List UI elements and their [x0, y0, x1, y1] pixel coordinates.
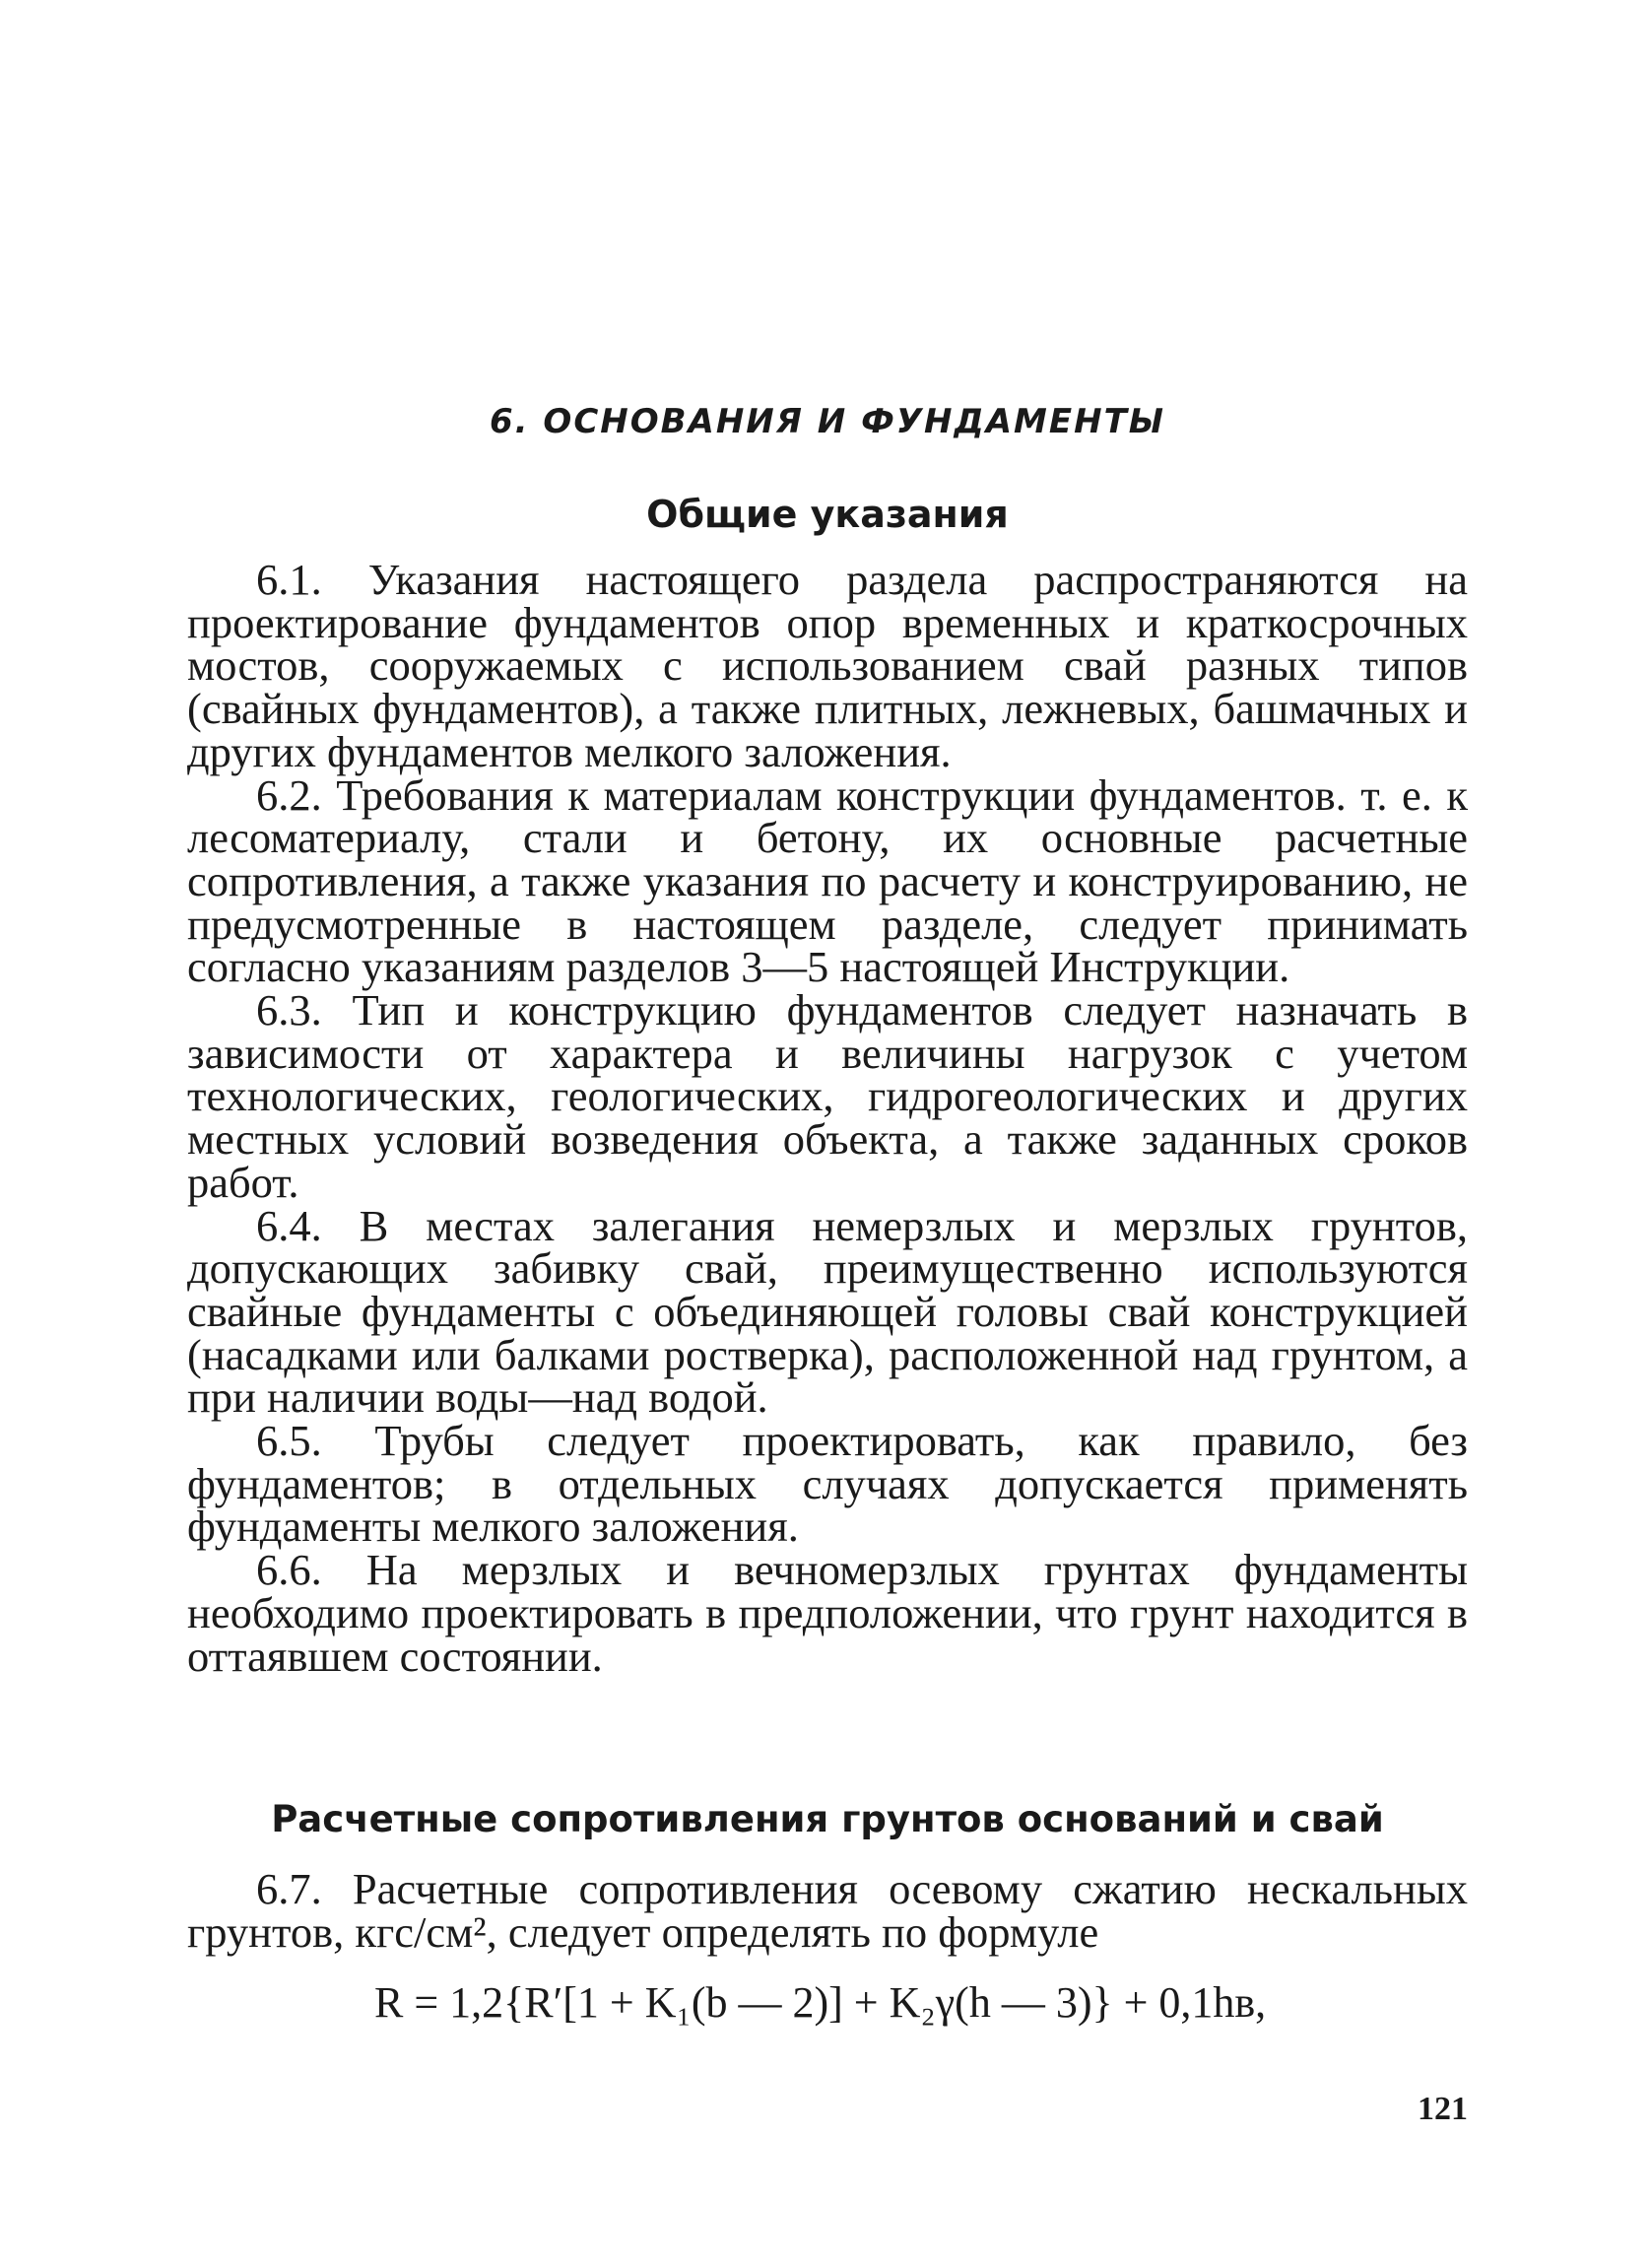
paragraph-6-5: 6.5. Трубы следует проектировать, как правило, без фундаментов; в отдельных случаях допускается применять фундаменты мелкого заложения.	[187, 1416, 1468, 1552]
paragraph-6-7: 6.7. Расчетные сопротивления осевому сжатию нескальных грунтов, кгс/см², следует определять по формуле	[187, 1864, 1468, 1957]
page-number: 121	[1418, 2091, 1468, 2127]
paragraph-6-4: 6.4. В местах залегания немерзлых и мерзлых грунтов, допускающих забивку свай, преимущественно используются свайные фундаменты с объединяющей головы свай конструкцией (насадками или балками ростверка), расположенной над грунтом, а при наличии воды—над водой.	[187, 1200, 1468, 1423]
section-body-general	[187, 555, 1468, 1681]
paragraph-6-1: 6.1. Указания настоящего раздела распространяются на проектирование фундаментов опор временных и краткосрочных мостов, сооружаемых с использованием свай разных типов (свайных фундаментов), а также плитных, лежневых, башмачных и других фундаментов мелкого заложения.	[187, 555, 1468, 776]
section-body-soil-resistance	[187, 1864, 1468, 1957]
formula-bearing-resistance: R = 1,2{R′[1 + K₁(b — 2)] + K₂γ(h — 3)} + 0,1hв,	[374, 1978, 1267, 2027]
chapter-title: 6. ОСНОВАНИЯ И ФУНДАМЕНТЫ	[490, 402, 1165, 441]
paragraph-6-2: 6.2. Требования к материалам конструкции фундаментов. т. е. к лесоматериалу, стали и бетону, их основные расчетные сопротивления, а также указания по расчету и конструированию, не предусмотренные в настоящем разделе, следует принимать согласно указаниям разделов 3—5 настоящей Инструкции.	[187, 769, 1468, 992]
section-heading-soil-resistance: Расчетные сопротивления грунтов оснований и свай	[271, 1798, 1384, 1840]
document-page	[187, 0, 1468, 2268]
paragraph-6-3: 6.3. Тип и конструкцию фундаментов следует назначать в зависимости от характера и величины нагрузок с учетом технологических, геологических, гидрогеологических и других местных условий возведения объекта, а также заданных сроков работ.	[187, 985, 1468, 1207]
section-heading-general: Общие указания	[646, 493, 1009, 536]
paragraph-6-6: 6.6. На мерзлых и вечномерзлых грунтах фундаменты необходимо проектировать в предположении, что грунт находится в оттаявшем состоянии.	[187, 1545, 1468, 1681]
